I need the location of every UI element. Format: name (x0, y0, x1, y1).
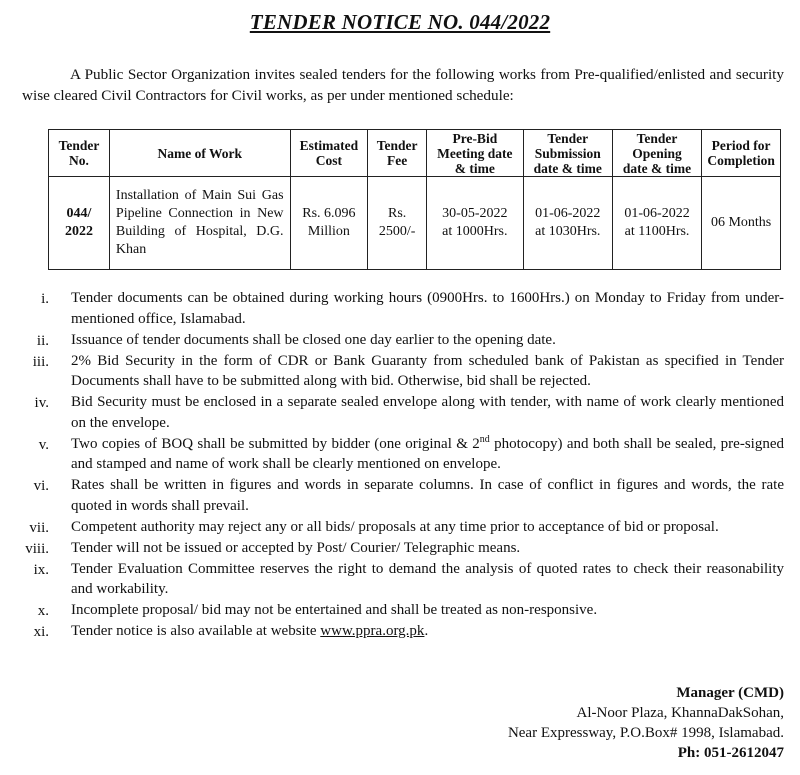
cell-opening-date: 01-06-2022 at 1100Hrs. (612, 177, 701, 270)
list-item: ii. Issuance of tender documents shall be closed one day earlier to the opening date. (36, 331, 556, 349)
cell-name-of-work: Installation of Main Sui Gas Pipeline Connection in New Building of Hospital, D.G. Khan (109, 177, 290, 270)
list-item: i. Tender documents can be obtained during working hours (0900Hrs. to 1600Hrs.) on Monday to Friday from under- mentioned office, Islamabad. (41, 290, 784, 327)
list-item: vii. Competent authority may reject any or all bids/ proposals at any time prior to acceptance of bid or proposal. (29, 518, 719, 536)
header-tender-fee: Tender Fee (368, 130, 427, 177)
website-link[interactable]: www.ppra.org.pk (320, 623, 425, 639)
header-tender-no: Tender No. (49, 130, 110, 177)
cell-period: 06 Months (702, 177, 781, 270)
signature-block (508, 683, 784, 763)
list-item: ix. Tender Evaluation Committee reserves the right to demand the analysis of quoted rates to check their reasonability and workability. (33, 560, 784, 597)
header-submission-date: Tender Submission date & time (523, 130, 612, 177)
intro-text: A Public Sector Organization invites sealed tenders for the following works from Pre-qualified/enlisted and security wise cleared Civil Contractors for Civil works, as per under mentioned schedule: (22, 66, 784, 104)
list-item: v. Two copies of BOQ shall be submitted by bidder (one original & 2nd photocopy) and both shall be sealed, pre-signed and stamped and name of work shall be clearly mentioned on envelope. (38, 433, 784, 472)
signature-phone: Ph: 051-2612047 (677, 745, 784, 761)
table-header-row (49, 130, 781, 177)
cell-tender-fee: Rs. 2500/- (368, 177, 427, 270)
terms-list (0, 288, 784, 642)
signature-address-line-2: Near Expressway, P.O.Box# 1998, Islamabad. (507, 725, 784, 741)
list-item: vi. Rates shall be written in figures and words in separate columns. In case of conflict in figures and words, the rate quoted in words shall prevail. (33, 477, 784, 514)
signature-designation: Manager (CMD) (676, 685, 784, 701)
list-item: x. Incomplete proposal/ bid may not be entertained and shall be treated as non-responsive. (37, 602, 598, 619)
notice-title: TENDER NOTICE NO. 044/2022 (249, 10, 551, 34)
cell-prebid-meeting: 30-05-2022 at 1000Hrs. (427, 177, 524, 270)
list-item: viii. Tender will not be issued or accepted by Post/ Courier/ Telegraphic means. (25, 539, 521, 557)
list-item: iv. Bid Security must be enclosed in a separate sealed envelope along with tender, with name of work clearly mentioned on the envelope. (34, 394, 784, 431)
header-estimated-cost: Estimated Cost (290, 130, 368, 177)
intro-paragraph (22, 64, 784, 106)
tender-table (48, 129, 781, 270)
header-prebid-meeting: Pre-Bid Meeting date & time (427, 130, 524, 177)
list-item: xi. Tender notice is also available at website www.ppra.org.pk. (33, 623, 429, 640)
header-period: Period for Completion (702, 130, 781, 177)
header-name-of-work: Name of Work (109, 130, 290, 177)
table-row (49, 177, 781, 270)
signature-address-line-1: Al-Noor Plaza, KhannaDakSohan, (576, 705, 784, 721)
list-item: iii. 2% Bid Security in the form of CDR or Bank Guaranty from scheduled bank of Pakistan as specified in Tender Documents shall have to be submitted along with bid. Otherwise, bid shall be rejected. (32, 352, 784, 389)
header-opening-date: Tender Opening date & time (612, 130, 701, 177)
cell-estimated-cost: Rs. 6.096 Million (290, 177, 368, 270)
cell-submission-date: 01-06-2022 at 1030Hrs. (523, 177, 612, 270)
cell-tender-no: 044/ 2022 (49, 177, 110, 270)
